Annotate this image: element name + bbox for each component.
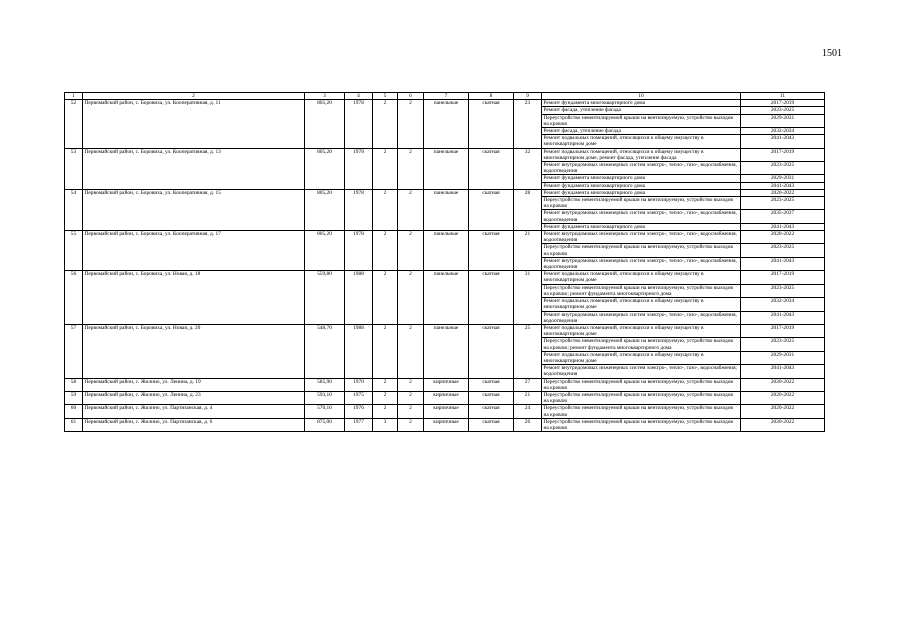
repair-period: 2020-2022 <box>741 189 825 196</box>
entrances-count: 2 <box>398 378 424 391</box>
building-area: 805,20 <box>305 100 345 148</box>
repair-work: Переустройство невентилируемой крыши на вентилируемую, устройство выходов на кровлю <box>542 391 741 404</box>
table-row <box>65 391 825 404</box>
floors-count: 2 <box>373 391 398 404</box>
repair-work: Ремонт внутридомовых инженерных систем электро-, тепло-, газо-, водоснабжения, водоотведения <box>542 231 741 244</box>
row-number: 57 <box>65 324 83 378</box>
repair-period: 2023-2025 <box>741 338 825 351</box>
wear-percent: 23 <box>514 100 542 148</box>
building-area: 805,20 <box>305 189 345 230</box>
row-number: 52 <box>65 100 83 148</box>
repair-work: Ремонт подвальных помещений, относящихся к общему имуществу в многоквартирном доме <box>542 135 741 148</box>
repair-work: Ремонт внутридомовых инженерных систем электро-, тепло-, газо-, водоснабжения, водоотведения <box>542 257 741 270</box>
building-area: 805,20 <box>305 231 345 271</box>
wall-material: панельные <box>424 100 469 148</box>
floors-count: 2 <box>373 324 398 378</box>
wear-percent: 28 <box>514 189 542 230</box>
row-number: 53 <box>65 148 83 189</box>
wear-percent: 32 <box>514 148 542 189</box>
building-address: Первомайский район, с. Жилино, ул. Ленина, д. 19 <box>83 378 305 391</box>
floors-count: 2 <box>373 148 398 189</box>
repair-period: 2029-2031 <box>741 351 825 364</box>
wall-material: панельные <box>424 189 469 230</box>
column-number: 4 <box>345 93 373 100</box>
wall-material: кирпичные <box>424 391 469 404</box>
wear-percent: 26 <box>514 418 542 431</box>
repair-work: Переустройство невентилируемой крыши на вентилируемую, устройство выходов на кровлю <box>542 197 741 210</box>
repair-period: 2041-2043 <box>741 182 825 189</box>
building-address: Первомайский район, с. Жилино, ул. Ленина, д. 23 <box>83 391 305 404</box>
roof-type: скатная <box>469 231 514 271</box>
capital-repair-table <box>64 92 825 432</box>
table-row <box>65 405 825 418</box>
column-number: 2 <box>83 93 305 100</box>
table-row <box>65 231 825 244</box>
row-number: 60 <box>65 405 83 418</box>
wall-material: панельные <box>424 271 469 325</box>
entrances-count: 2 <box>398 271 424 325</box>
wear-percent: 25 <box>514 324 542 378</box>
building-address: Первомайский район, с. Боровиха, ул. Кооперативная, д. 17 <box>83 231 305 271</box>
building-area: 875,00 <box>305 418 345 431</box>
table-row <box>65 378 825 391</box>
repair-period: 2041-2043 <box>741 311 825 324</box>
roof-type: скатная <box>469 189 514 230</box>
build-year: 1976 <box>345 405 373 418</box>
repair-work: Ремонт подвальных помещений, относящихся к общему имуществу в многоквартирном доме <box>542 351 741 364</box>
build-year: 1988 <box>345 324 373 378</box>
table-row <box>65 100 825 107</box>
repair-period: 2032-2034 <box>741 298 825 311</box>
repair-period: 2041-2043 <box>741 135 825 148</box>
building-area: 570,10 <box>305 405 345 418</box>
column-number-row <box>65 93 825 100</box>
repair-work: Ремонт внутридомовых инженерных систем электро-, тепло-, газо-, водоснабжения, водоотведения <box>542 311 741 324</box>
repair-work: Ремонт фундамента многоквартирного дома <box>542 175 741 182</box>
row-number: 55 <box>65 231 83 271</box>
repair-period: 2029-2031 <box>741 114 825 127</box>
repair-work: Ремонт подвальных помещений, относящихся к общему имуществу в многоквартирном доме <box>542 298 741 311</box>
page-number: 1501 <box>822 48 842 59</box>
repair-work: Ремонт фасада, утепление фасада <box>542 128 741 135</box>
build-year: 1978 <box>345 231 373 271</box>
table-row <box>65 148 825 161</box>
column-number: 1 <box>65 93 83 100</box>
repair-work: Ремонт подвальных помещений, относящихся к общему имуществу в многоквартирном доме, ремонт фасада, утепление фасада <box>542 148 741 161</box>
repair-period: 2041-2043 <box>741 223 825 230</box>
building-address: Первомайский район, с. Боровиха, ул. Новая, д. 18 <box>83 271 305 325</box>
repair-period: 2023-2025 <box>741 284 825 297</box>
column-number: 5 <box>373 93 398 100</box>
repair-period: 2023-2025 <box>741 107 825 114</box>
building-area: 805,20 <box>305 148 345 189</box>
roof-type: скатная <box>469 378 514 391</box>
building-address: Первомайский район, с. Боровиха, ул. Новая, д. 20 <box>83 324 305 378</box>
repair-period: 2023-2025 <box>741 162 825 175</box>
repair-work: Ремонт фасада, утепление фасада <box>542 107 741 114</box>
repair-period: 2041-2043 <box>741 365 825 378</box>
repair-period: 2017-2019 <box>741 148 825 161</box>
column-number: 10 <box>542 93 741 100</box>
repair-work: Ремонт фундамента многоквартирного дома <box>542 182 741 189</box>
repair-work: Переустройство невентилируемой крыши на вентилируемую, устройство выходов на кровлю <box>542 378 741 391</box>
repair-work: Переустройство невентилируемой крыши на вентилируемую, устройство выходов на кровлю; ремонт фундамента многоквартирного дома <box>542 338 741 351</box>
building-address: Первомайский район, с. Жилино, ул. Партизанская, д. 6 <box>83 418 305 431</box>
repair-period: 2023-2025 <box>741 244 825 257</box>
repair-period: 2020-2022 <box>741 391 825 404</box>
repair-period: 2041-2043 <box>741 257 825 270</box>
entrances-count: 2 <box>398 418 424 431</box>
building-area: 548,70 <box>305 324 345 378</box>
building-area: 585,90 <box>305 378 345 391</box>
floors-count: 2 <box>373 100 398 148</box>
build-year: 1977 <box>345 418 373 431</box>
wall-material: панельные <box>424 148 469 189</box>
wear-percent: 21 <box>514 231 542 271</box>
entrances-count: 2 <box>398 391 424 404</box>
build-year: 1975 <box>345 391 373 404</box>
repair-period: 2020-2022 <box>741 378 825 391</box>
repair-work: Переустройство невентилируемой крыши на вентилируемую, устройство выходов на кровлю <box>542 114 741 127</box>
row-number: 56 <box>65 271 83 325</box>
repair-work: Ремонт подвальных помещений, относящихся к общему имуществу в многоквартирном доме <box>542 271 741 284</box>
wall-material: кирпичные <box>424 378 469 391</box>
build-year: 1978 <box>345 100 373 148</box>
build-year: 1978 <box>345 189 373 230</box>
entrances-count: 2 <box>398 100 424 148</box>
repair-period: 2029-2031 <box>741 175 825 182</box>
column-number: 8 <box>469 93 514 100</box>
repair-period: 2017-2019 <box>741 100 825 107</box>
repair-period: 2020-2022 <box>741 231 825 244</box>
building-area: 559,80 <box>305 271 345 325</box>
floors-count: 2 <box>373 405 398 418</box>
wall-material: кирпичные <box>424 418 469 431</box>
table-row <box>65 189 825 196</box>
entrances-count: 2 <box>398 189 424 230</box>
row-number: 61 <box>65 418 83 431</box>
entrances-count: 2 <box>398 324 424 378</box>
roof-type: скатная <box>469 418 514 431</box>
roof-type: скатная <box>469 391 514 404</box>
roof-type: скатная <box>469 148 514 189</box>
repair-work: Ремонт подвальных помещений, относящихся к общему имуществу в многоквартирном доме <box>542 324 741 337</box>
row-number: 54 <box>65 189 83 230</box>
entrances-count: 2 <box>398 405 424 418</box>
wear-percent: 27 <box>514 378 542 391</box>
repair-work: Переустройство невентилируемой крыши на вентилируемую, устройство выходов на кровлю <box>542 244 741 257</box>
wear-percent: 24 <box>514 405 542 418</box>
building-area: 593,10 <box>305 391 345 404</box>
roof-type: скатная <box>469 271 514 325</box>
wear-percent: 31 <box>514 271 542 325</box>
column-number: 6 <box>398 93 424 100</box>
repair-period: 2020-2022 <box>741 405 825 418</box>
roof-type: скатная <box>469 324 514 378</box>
table-row <box>65 418 825 431</box>
floors-count: 3 <box>373 418 398 431</box>
repair-period: 2017-2019 <box>741 271 825 284</box>
repair-period: 2035-2037 <box>741 210 825 223</box>
floors-count: 2 <box>373 189 398 230</box>
repair-period: 2020-2022 <box>741 418 825 431</box>
repair-work: Ремонт внутридомовых инженерных систем электро-, тепло-, газо-, водоснабжения, водоотведения <box>542 210 741 223</box>
table-row <box>65 271 825 284</box>
repair-work: Ремонт внутридомовых инженерных систем электро-, тепло-, газо-, водоснабжения, водоотведения <box>542 162 741 175</box>
repair-period: 2032-2034 <box>741 128 825 135</box>
build-year: 1978 <box>345 148 373 189</box>
column-number: 9 <box>514 93 542 100</box>
build-year: 1988 <box>345 271 373 325</box>
building-address: Первомайский район, с. Жилино, ул. Партизанская, д. 4 <box>83 405 305 418</box>
repair-period: 2023-2025 <box>741 197 825 210</box>
roof-type: скатная <box>469 405 514 418</box>
floors-count: 2 <box>373 231 398 271</box>
column-number: 3 <box>305 93 345 100</box>
table-row <box>65 324 825 337</box>
repair-work: Ремонт фундамента многоквартирного дома <box>542 100 741 107</box>
building-address: Первомайский район, с. Боровиха, ул. Кооперативная, д. 13 <box>83 148 305 189</box>
repair-work: Ремонт фундамента многоквартирного дома <box>542 189 741 196</box>
repair-work: Переустройство невентилируемой крыши на вентилируемую, устройство выходов на кровлю <box>542 418 741 431</box>
repair-work: Ремонт внутридомовых инженерных систем электро-, тепло-, газо-, водоснабжения, водоотведения <box>542 365 741 378</box>
build-year: 1970 <box>345 378 373 391</box>
building-address: Первомайский район, с. Боровиха, ул. Кооперативная, д. 11 <box>83 100 305 148</box>
roof-type: скатная <box>469 100 514 148</box>
building-address: Первомайский район, с. Боровиха, ул. Кооперативная, д. 15 <box>83 189 305 230</box>
repair-period: 2017-2019 <box>741 324 825 337</box>
floors-count: 2 <box>373 271 398 325</box>
row-number: 59 <box>65 391 83 404</box>
row-number: 58 <box>65 378 83 391</box>
repair-work: Переустройство невентилируемой крыши на вентилируемую, устройство выходов на кровлю <box>542 405 741 418</box>
wall-material: панельные <box>424 231 469 271</box>
entrances-count: 2 <box>398 231 424 271</box>
column-number: 11 <box>741 93 825 100</box>
table-body <box>65 93 825 432</box>
column-number: 7 <box>424 93 469 100</box>
repair-work: Переустройство невентилируемой крыши на вентилируемую, устройство выходов на кровлю; ремонт фундамента многоквартирного дома <box>542 284 741 297</box>
floors-count: 2 <box>373 378 398 391</box>
repair-work: Ремонт фундамента многоквартирного дома <box>542 223 741 230</box>
wall-material: панельные <box>424 324 469 378</box>
wall-material: кирпичные <box>424 405 469 418</box>
wear-percent: 21 <box>514 391 542 404</box>
entrances-count: 2 <box>398 148 424 189</box>
